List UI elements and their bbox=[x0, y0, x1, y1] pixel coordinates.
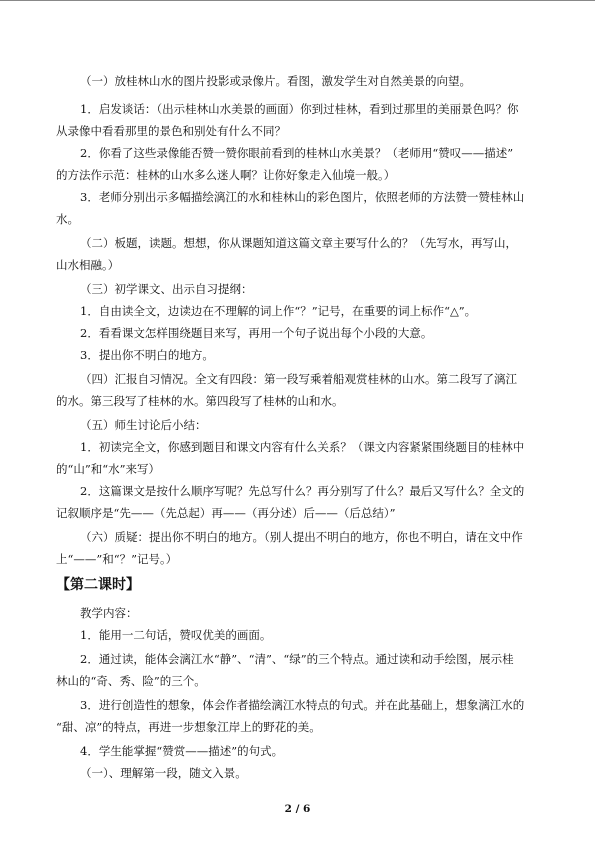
paragraph-line: （一）放桂林山水的图片投影或录像片。看图，激发学生对自然美景的向望。 bbox=[80, 74, 471, 88]
paragraph-line: 记叙顺序是“先——（先总起）再——（再分述）后——（后总结）” bbox=[56, 506, 396, 520]
paragraph-line: 3．进行创造性的想象，体会作者描绘漓江水特点的句式。并在此基础上，想象漓江水的 bbox=[80, 698, 525, 712]
paragraph-line: 3．老师分别出示多幅描绘漓江的水和桂林山的彩色图片，依照老师的方法赞一赞桂林山 bbox=[80, 190, 525, 204]
paragraph-line: 1．自由读全文，边读边在不理解的词上作“？”记号，在重要的词上标作“△”。 bbox=[80, 304, 477, 318]
paragraph-line: 水。 bbox=[56, 212, 79, 226]
paragraph-line: 的水。第三段写了桂林的水。第四段写了桂林的山和水。 bbox=[56, 394, 344, 408]
paragraph-line: 从录像中看看那里的景色和别处有什么不同？ bbox=[56, 124, 286, 138]
paragraph-line: 2．通过读，能体会漓江水“静”、“清”、“绿”的三个特点。通过读和动手绘图，展示桂 bbox=[80, 652, 514, 666]
paragraph-line: 1．启发谈话：（出示桂林山水美景的画面）你到过桂林，看到过那里的美丽景色吗？你 bbox=[80, 102, 519, 116]
paragraph-line: 2．看看课文怎样围绕题目来写，再用一个句子说出每个小段的大意。 bbox=[80, 326, 433, 340]
paragraph-line: 1．初读完全文，你感到题目和课文内容有什么关系？（课文内容紧紧围绕题目的桂林中 bbox=[80, 440, 525, 454]
paragraph-line: 上“——”和“？”记号。） bbox=[56, 552, 178, 566]
paragraph-line: 的“山”和“水”来写） bbox=[56, 462, 161, 476]
paragraph-line: （一）、理解第一段，随文入景。 bbox=[80, 766, 247, 780]
paragraph-line: （六）质疑：提出你不明白的地方。（别人提出不明白的地方，你也不明白，请在文中作 bbox=[80, 530, 523, 544]
paragraph-line: （二）板题，读题。想想，你从课题知道这篇文章主要写什么的？（先写水，再写山， bbox=[80, 236, 517, 250]
paragraph-line: 山水相融。） bbox=[56, 258, 120, 272]
paragraph-line: （五）师生讨论后小结： bbox=[80, 418, 207, 432]
section-heading: 【第二课时】 bbox=[56, 577, 140, 593]
page-number: 2 / 6 bbox=[284, 803, 311, 815]
paragraph-line: （四）汇报自习情况。全文有四段：第一段写乘着船观赏桂林的山水。第二段写了漓江 bbox=[80, 372, 517, 386]
paragraph-line: 的方法作示范：桂林的山水多么迷人啊？让你好象走入仙境一般。） bbox=[56, 168, 396, 182]
paragraph-line: 3．提出你不明白的地方。 bbox=[80, 348, 214, 362]
paragraph-line: 2．你看了这些录像能否赞一赞你眼前看到的桂林山水美景？（老师用“赞叹——描述” bbox=[80, 146, 514, 160]
paragraph-line: 教学内容： bbox=[80, 606, 138, 620]
paragraph-line: 2．这篇课文是按什么顺序写呢？先总写什么？再分别写了什么？最后又写什么？全文的 bbox=[80, 484, 525, 498]
paragraph-line: 1．能用一二句话，赞叹优美的画面。 bbox=[80, 628, 272, 642]
paragraph-line: 林山的“奇、秀、险”的三个。 bbox=[56, 674, 206, 688]
paragraph-line: （三）初学课文、出示自习提纲： bbox=[80, 282, 253, 296]
paragraph-line: 4．学生能掌握“赞赏——描述”的句式。 bbox=[80, 744, 284, 758]
paragraph-line: “甜、凉”的特点，再进一步想象江岸上的野花的美。 bbox=[56, 720, 321, 734]
